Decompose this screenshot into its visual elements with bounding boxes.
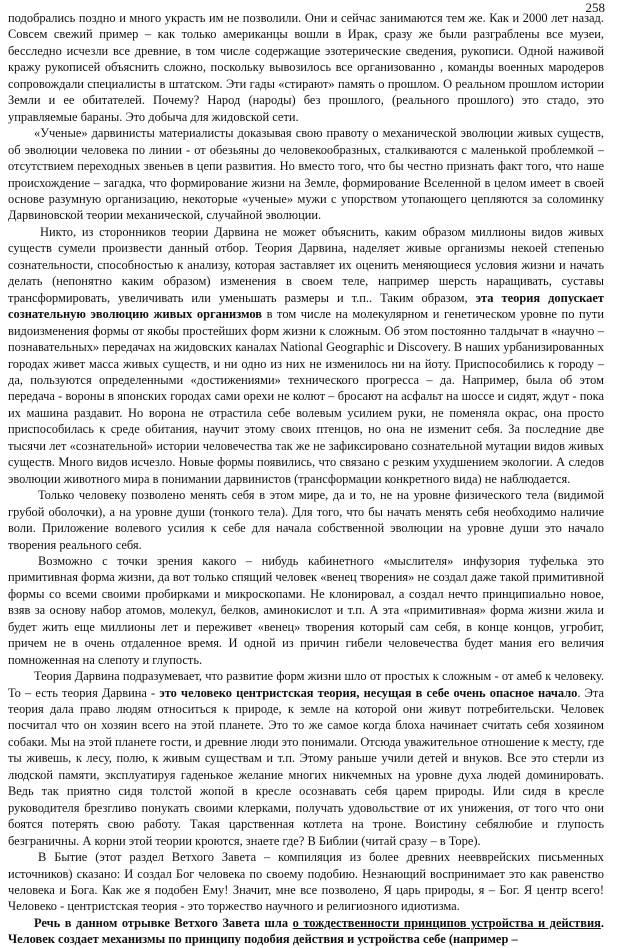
paragraph-3-text-a: Никто, из сторонников теории Дарвина не может объяснить, каким образом миллионы видов живых существ сумели произвести данный отбор. Теория Дарвина, наделяет живые организмы некоей степенью сознательности, способностью к анализу, которая заставляет их оценить меняющиеся условия жизни и начать делать (непонятно каким образом) изменения в своем теле, например шерсть наращивать, суставы трансформировать, увеличивать или уменьшать размеры и т.п.. Таким образом, [8,224,604,305]
paragraph-4: Только человеку позволено менять себя в этом мире, да и то, не на уровне физического тела (видимой грубой оболочки), а на уровне души (тонкого тела). Для того, что бы начать менять себя необходимо наличие воли. Приложение волевого усилия к себе для начала собственной эволюции на уровне души это начало творения реального себя. [8,488,604,552]
paragraph-6 [8,668,604,849]
paragraph-8-bold-c: . Человек создает механизмы по принципу подобия действия и устройства себе (например – [8,915,604,947]
paragraph-6-bold: это человеко центристская теория, несущая в себе очень опасное начало [159,685,578,700]
paragraph-8-underlined: о тождественности принципов устройства и действия [292,915,601,930]
page-number: 258 [585,0,605,15]
paragraph-8 [8,915,604,948]
paragraph-8-bold-a: Речь в данном отрывке Ветхого Завета шла [34,915,293,930]
paragraph-2: «Ученые» дарвинисты материалисты доказывая свою правоту о механической эволюции живых существ, об эволюции человека по линии - от обезьяны до человекообразных, сталкиваются с маленькой проблемкой – отсутствием переходных звеньев в цепи развития. Но вместо того, что бы честно признать факт того, что наше происхождение – загадка, что формирование жизни на Земле, формирование Вселенной в целом имеет в своей основе разумную организацию, некоторые «ученые» мужи с упорством утопающего цепляются за соломинку Дарвиновской теории механической, случайной эволюции. [8,126,604,223]
paragraph-3-text-c: в том числе на молекулярном и генетическом уровне по пути видоизменения формы от якобы простейших форм жизни к сложным. Об этом постоянно талдычат в «научно – познавательных» передачах на жидовских каналах National Geographic и Discovery. В наших урбанизированных городах живет масса живых существ, и ни одно из них не изменилось ни на йоту. Приспособились к городу – да, пользуются определенными «достижениями» технического прогресса – да. Например, была об этом передача - вороны в японских городах сами орехи не колют – бросают на асфальт на шоссе и сидят, ждут - пока их машина раздавит. Но ворона не отрастила себе волевым усилием руки, не поменяла окрас, она просто приспособилась к среде обитания, научит этому своих птенцов, но она не изменит себя. За последние две тысячи лет «сознательной» истории человечества так же не зафиксировано сознательной мутации видов живых существ. Много видов исчезло. Новые формы появились, что связано с резким ухудшением экологии. А следов эволюции животного мира в понимании дарвинистов (трансформации конкретного вида) не наблюдается. [8,307,604,486]
paragraph-7: В Бытие (этот раздел Ветхого Завета – компиляция из более древних неевврейских письменных источников) сказано: И создал Бог человека по своему подобию. Незнающий воспринимает это как равенство человека и Бога. Как же я подобен Ему! Значит, мне все позволено, Я царь природы, я – Бог. Я центр всего! Человеко - центристская теория - это торжество научного и религиозного идиотизма. [8,850,604,914]
paragraph-3-bold: эта теория допускает сознательную эволюцию живых организмов [8,290,605,322]
paragraph-6-text-a: Теория Дарвина подразумевает, что развитие форм жизни шло от простых к сложным - от амеб к человеку. То – есть теория Дарвина - [8,669,604,700]
paragraph-6-text-c: . Эта теория дала право людям относиться к природе, к земле на которой они живут потребительски. Человек посчитал что он хозяин всего на этой планете. Это то же самое когда блоха начинает считать себя хозяином собаки. Мы на этой планете гости, и древние люди это понимали. Отсюда уважительное отношение к месту, где ты живешь, к лесу, полю, к живым существам и т.п. Этому раньше учили детей и внуков. Все это стерли из людской памяти, эксплуатируя гаденькое желание многих никчемных на уровне духа людей доминировать. Ведь так приятно сидя толстой жопой в кресле осознавать себя царем природы. Или сидя в кресле руководителя брезгливо понукать своими клерками, получать удовольствие от их унижения, от того что они боятся потерять свою работу. Такая царственная котлета на троне. Воистину себялюбие и глупость безграничны. А корни этой теории кроются, знаете где? В Библии (читай сразу – в Торе). [8,685,604,848]
paragraph-1: подобрались поздно и много украсть им не позволили. Они и сейчас занимаются тем же. Как и 2000 лет назад. Совсем свежий пример – как только американцы вошли в Ирак, сразу же были разграблены все музеи, бесследно исчезли все древние, в том числе содержащие эзотерические сведения, рукописи. Одной наживой кражу рукописей объяснить сложно, поскольку вывозилось все организованно , команды военных мародеров сопровождали специалисты в штатском. Эти гады «стирают» память о прошлом. О реальном прошлом истории Земли и ее обитателей. Почему? Народ (народы) без прошлого, (реального прошлого) это стадо, это управляемые бараны. Это добыча для жидовской сети. [8,11,604,124]
paragraph-5: Возможно с точки зрения какого – нибудь кабинетного «мыслителя» инфузория туфелька это примитивная форма жизни, да вот только спящий человек «венец творения» не создал даже такой примитивной формы со всеми своими пробирками и микроскопами. Не клонировал, а создал нечто принципиально новое, взяв за основу набор атомов, молекул, белков, аминокислот и т.п. А эта «примитивная» форма жизни жила и будет жить еще миллионы лет и переживет «венец» творения который сам себя, в конце концов, угробит, причем не в очень отдаленное время. И одной из причин гибели человечества будет мания его величия помноженная на слепоту и глупость. [8,553,604,667]
paragraph-3 [8,224,604,487]
